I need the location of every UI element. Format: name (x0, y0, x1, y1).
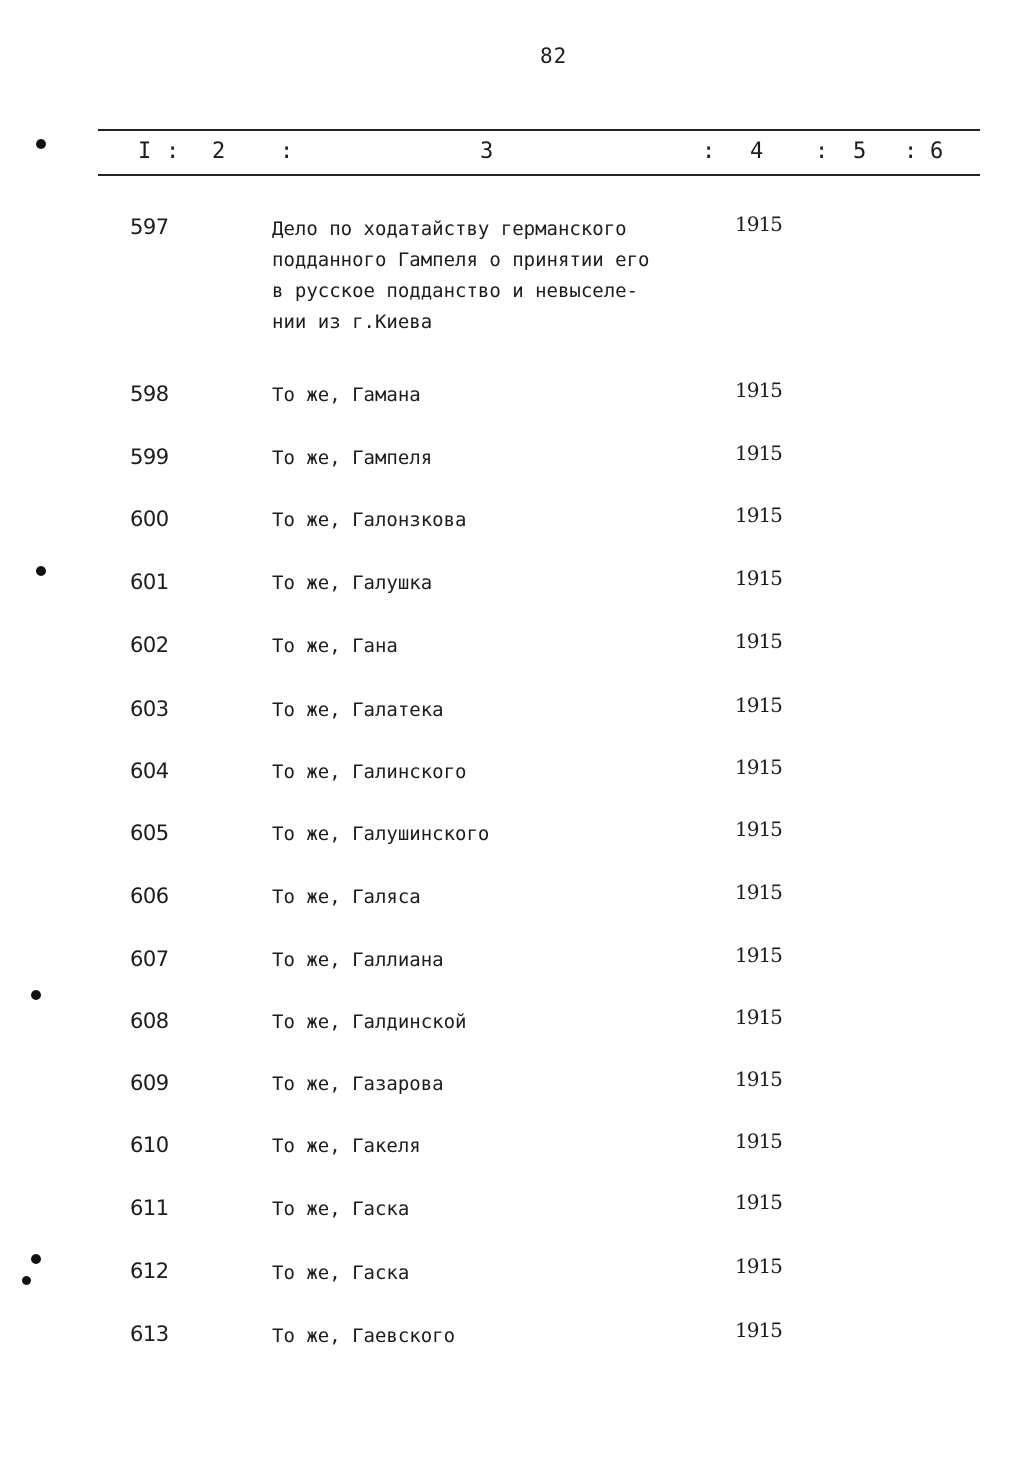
row-number: 598 (130, 382, 169, 406)
row-year: 1915 (735, 880, 782, 904)
row-number: 602 (130, 633, 169, 657)
row-year: 1915 (735, 1190, 782, 1214)
row-number: 601 (130, 570, 169, 594)
header-rule-top (98, 129, 980, 131)
header-separator: : (702, 139, 716, 164)
row-year: 1915 (735, 1254, 782, 1278)
row-year: 1915 (735, 1067, 782, 1091)
row-title: То же, Галинского (272, 761, 467, 783)
row-title: То же, Гана (272, 635, 398, 657)
header-rule-bottom (98, 174, 980, 176)
row-year: 1915 (735, 1129, 782, 1153)
header-separator: : (166, 139, 180, 164)
row-title: То же, Галдинской (272, 1011, 467, 1033)
row-number: 613 (130, 1322, 169, 1346)
row-year: 1915 (735, 817, 782, 841)
row-title: То же, Гампеля (272, 447, 433, 469)
row-number: 603 (130, 697, 169, 721)
row-year: 1915 (735, 378, 782, 402)
scan-dot (31, 1254, 41, 1264)
row-year: 1915 (735, 1005, 782, 1029)
header-separator: : (280, 139, 294, 164)
row-title: Дело по ходатайству германского подданного Гампеля о принятии его в русское подданство и невыселе- нии из г.Киева (272, 218, 650, 333)
row-number: 597 (130, 215, 169, 239)
header-separator: : (904, 139, 918, 164)
row-year: 1915 (735, 212, 782, 236)
row-number: 600 (130, 507, 169, 531)
header-col-4: 4 (750, 139, 764, 164)
row-number: 605 (130, 821, 169, 845)
row-year: 1915 (735, 943, 782, 967)
row-title: То же, Гаска (272, 1262, 410, 1284)
row-year: 1915 (735, 693, 782, 717)
scan-dot (36, 139, 46, 149)
row-year: 1915 (735, 629, 782, 653)
row-number: 607 (130, 947, 169, 971)
row-title: То же, Галонзкова (272, 509, 467, 531)
row-title: То же, Галушка (272, 572, 433, 594)
row-number: 599 (130, 445, 169, 469)
row-title: То же, Галатека (272, 699, 444, 721)
header-col-5: 5 (853, 139, 867, 164)
row-year: 1915 (735, 503, 782, 527)
row-number: 608 (130, 1009, 169, 1033)
row-year: 1915 (735, 1318, 782, 1342)
row-number: 611 (130, 1196, 169, 1220)
row-title: То же, Гаска (272, 1198, 410, 1220)
row-title: То же, Газарова (272, 1073, 444, 1095)
row-number: 609 (130, 1071, 169, 1095)
header-col-6: 6 (930, 139, 944, 164)
row-year: 1915 (735, 755, 782, 779)
row-number: 612 (130, 1259, 169, 1283)
header-separator: : (815, 139, 829, 164)
row-number: 610 (130, 1133, 169, 1157)
row-number: 606 (130, 884, 169, 908)
row-title: То же, Галушинского (272, 823, 490, 845)
page-number: 82 (540, 44, 568, 68)
header-col-1: I (138, 139, 152, 164)
scan-dot (22, 1276, 31, 1285)
row-year: 1915 (735, 566, 782, 590)
row-title: То же, Гамана (272, 384, 421, 406)
header-col-3: 3 (480, 139, 494, 164)
row-title: То же, Гакеля (272, 1135, 421, 1157)
scan-dot (36, 566, 46, 576)
row-number: 604 (130, 759, 169, 783)
row-title: То же, Галлиана (272, 949, 444, 971)
row-title: То же, Галяса (272, 886, 421, 908)
scan-dot (31, 990, 41, 1000)
header-col-2: 2 (212, 139, 226, 164)
row-title: То же, Гаевского (272, 1325, 456, 1347)
row-year: 1915 (735, 441, 782, 465)
